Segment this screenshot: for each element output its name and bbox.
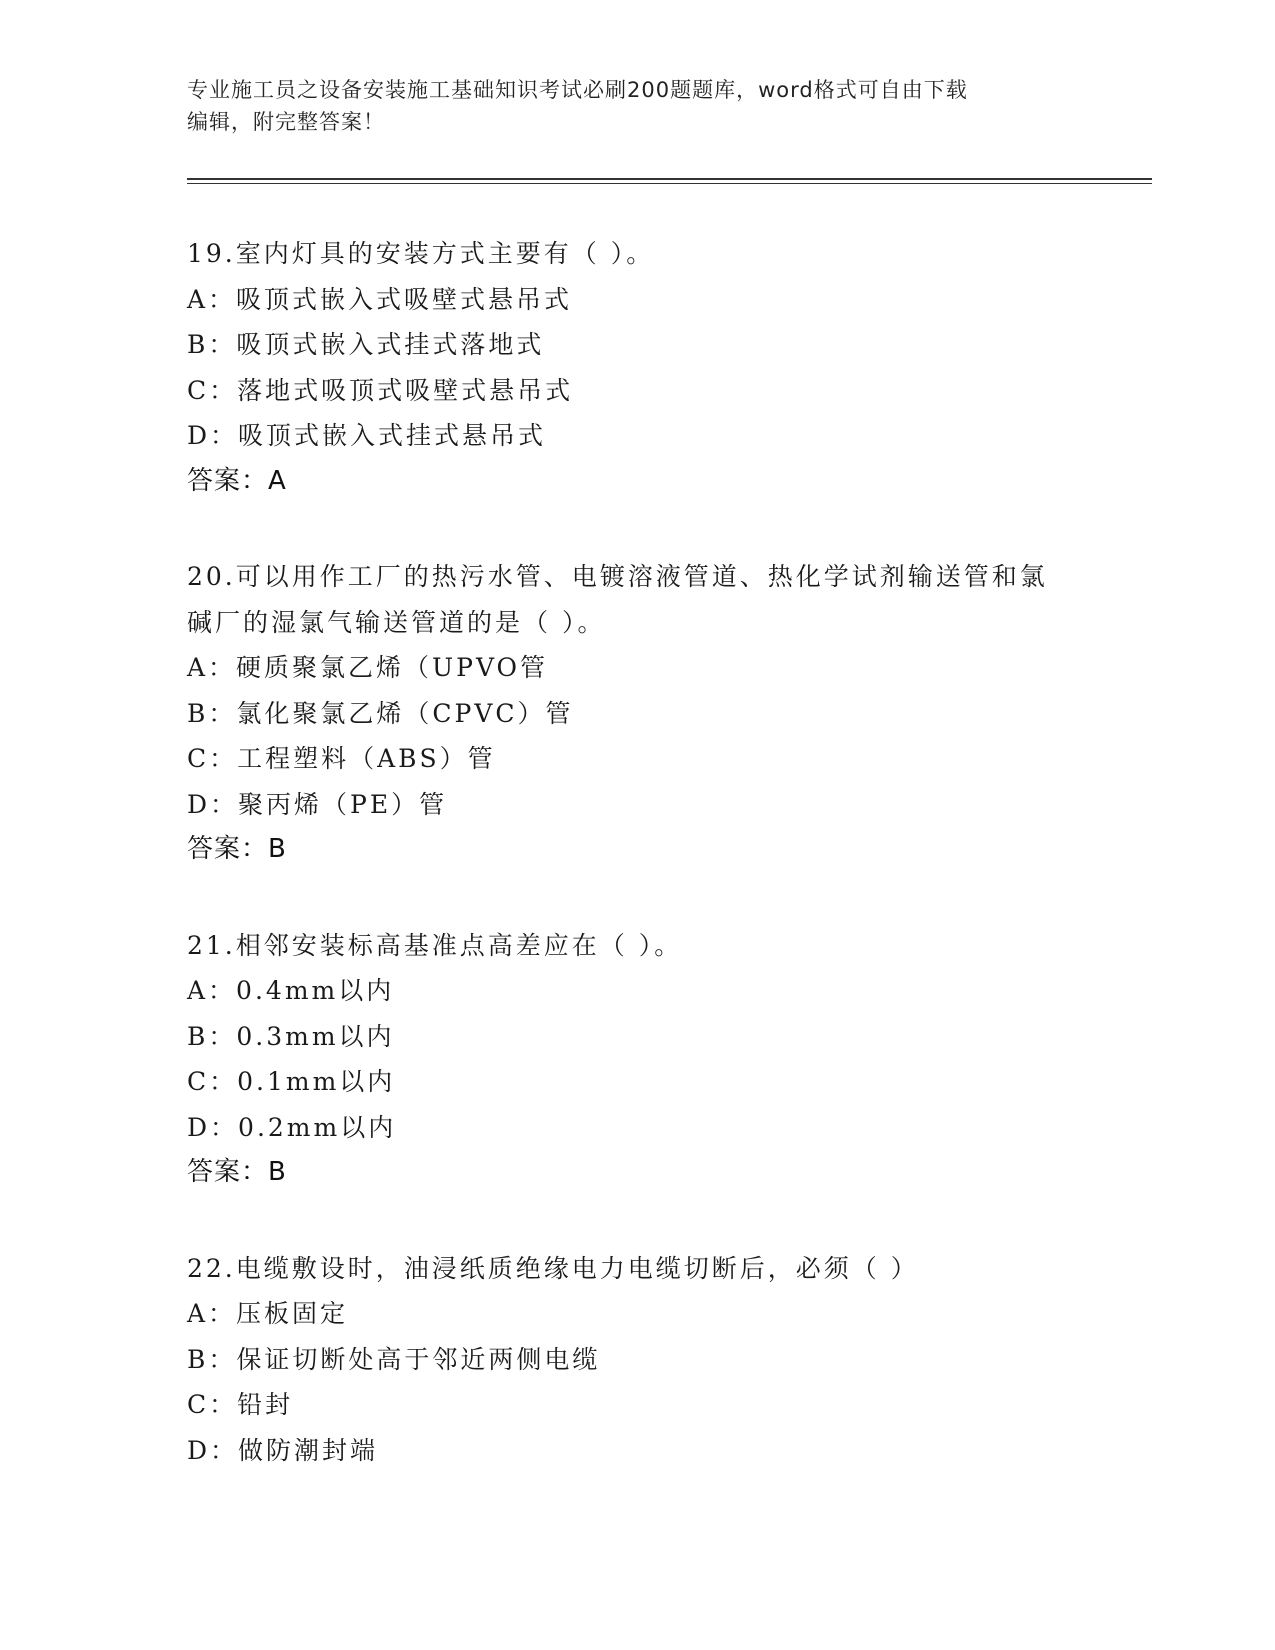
option-b: B：保证切断处高于邻近两侧电缆 bbox=[187, 1344, 601, 1374]
answer-label: 答案：B bbox=[187, 834, 287, 864]
option-b: B：吸顶式嵌入式挂式落地式 bbox=[187, 330, 545, 359]
answer-label: 答案：B bbox=[187, 1157, 287, 1187]
question-stem-line: 19.室内灯具的安装方式主要有（ ）。 bbox=[187, 239, 655, 268]
option-a: A：0.4mm以内 bbox=[187, 976, 395, 1005]
option-b: B：0.3mm以内 bbox=[187, 1021, 395, 1051]
option-d: D：做防潮封端 bbox=[187, 1435, 379, 1465]
question-stem bbox=[187, 923, 1137, 969]
document-header bbox=[187, 74, 1087, 138]
question-21 bbox=[187, 923, 1137, 1196]
header-divider bbox=[187, 178, 1152, 180]
option-a: A：吸顶式嵌入式吸壁式悬吊式 bbox=[187, 284, 573, 314]
option-c: C：0.1mm以内 bbox=[187, 1067, 396, 1096]
header-line: 编辑，附完整答案！ bbox=[187, 110, 385, 134]
option-d: D：吸顶式嵌入式挂式悬吊式 bbox=[187, 421, 547, 450]
question-stem bbox=[187, 1246, 1137, 1292]
option-c: C：铅封 bbox=[187, 1390, 294, 1419]
answer-label: 答案：A bbox=[187, 465, 287, 496]
option-c: C：落地式吸顶式吸壁式悬吊式 bbox=[187, 375, 574, 405]
option-d: D：0.2mm以内 bbox=[187, 1112, 397, 1142]
question-22 bbox=[187, 1246, 1137, 1474]
question-stem-line: 21.相邻安装标高基准点高差应在（ ）。 bbox=[187, 930, 683, 960]
question-stem-line: 22.电缆敷设时，油浸纸质绝缘电力电缆切断后，必须（ ） bbox=[187, 1253, 919, 1283]
question-stem bbox=[187, 554, 1137, 645]
option-a: A：硬质聚氯乙烯（UPVO管 bbox=[187, 653, 549, 682]
header-divider-thin bbox=[187, 183, 1152, 184]
question-stem-line: 20.可以用作工厂的热污水管、电镀溶液管道、热化学试剂输送管和氯 bbox=[187, 562, 1048, 591]
question-stem bbox=[187, 231, 1137, 277]
option-b: B：氯化聚氯乙烯（CPVC）管 bbox=[187, 698, 574, 728]
header-line: 专业施工员之设备安装施工基础知识考试必刷200题题库，word格式可自由下载 bbox=[187, 78, 968, 102]
option-d: D：聚丙烯（PE）管 bbox=[187, 789, 448, 819]
option-a: A：压板固定 bbox=[187, 1299, 349, 1328]
question-list bbox=[187, 231, 1137, 1523]
question-19 bbox=[187, 231, 1137, 504]
question-20 bbox=[187, 554, 1137, 873]
question-stem-line: 碱厂的湿氯气输送管道的是（ ）。 bbox=[187, 607, 606, 637]
option-c: C：工程塑料（ABS）管 bbox=[187, 744, 496, 773]
